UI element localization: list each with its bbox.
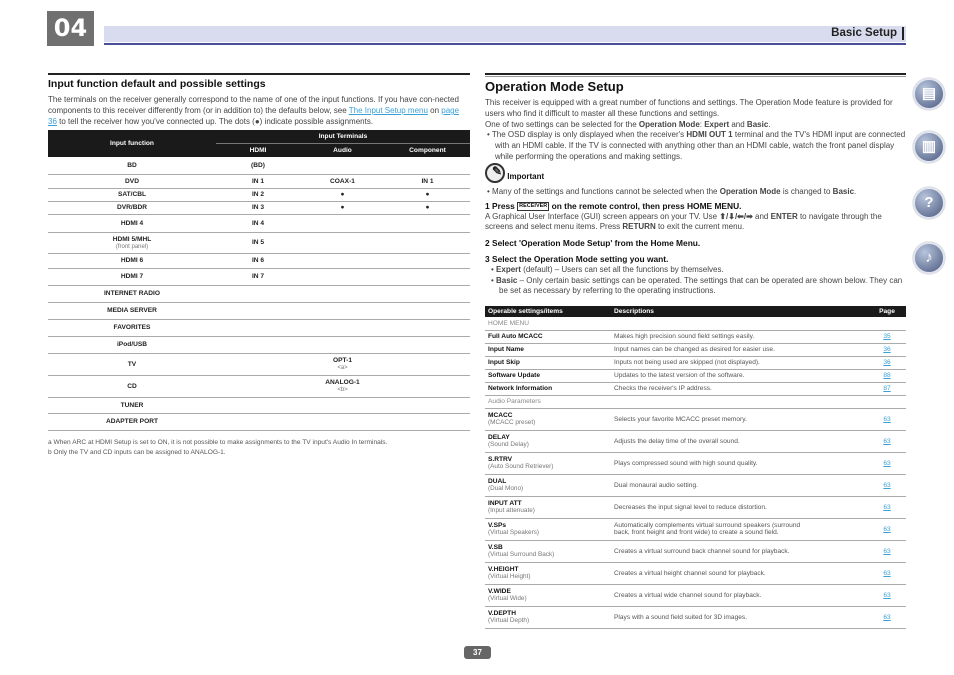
right-title-rule-bottom bbox=[485, 76, 906, 77]
table-row bbox=[485, 518, 906, 540]
page-link[interactable]: 36 bbox=[883, 346, 891, 353]
page-link[interactable]: 63 bbox=[883, 569, 891, 577]
page-link[interactable]: 88 bbox=[883, 372, 891, 379]
remote-icon[interactable]: ▥ bbox=[913, 131, 945, 163]
hdmi-cell bbox=[216, 285, 300, 302]
page-36-link[interactable]: page 36 bbox=[48, 106, 460, 126]
page-link-cell bbox=[868, 408, 906, 430]
input-function-name: TV bbox=[48, 353, 216, 375]
intro-modes: One of two settings can be selected for the Operation Mode: Expert and Basic. bbox=[485, 119, 771, 129]
page-link[interactable]: 63 bbox=[883, 503, 891, 511]
table-row bbox=[48, 397, 470, 413]
hdmi-cell: IN 3 bbox=[216, 201, 300, 214]
hdmi-cell: (BD) bbox=[216, 157, 300, 174]
setting-description: Creates a virtual height channel sound for playback. bbox=[611, 562, 868, 584]
important-icon: ✎ bbox=[485, 163, 505, 183]
operable-settings-table bbox=[485, 306, 906, 629]
page-link-cell bbox=[868, 430, 906, 452]
book-icon[interactable]: ▤ bbox=[913, 78, 945, 110]
page-link-cell bbox=[868, 518, 906, 540]
table-row bbox=[48, 214, 470, 232]
page-link[interactable]: 63 bbox=[883, 459, 891, 467]
page-link-cell bbox=[868, 474, 906, 496]
setting-description: Selects your favorite MCACC preset memory. bbox=[611, 408, 868, 430]
page-link-cell bbox=[868, 343, 906, 356]
component-cell bbox=[385, 214, 470, 232]
component-cell bbox=[385, 353, 470, 375]
hdmi-cell bbox=[216, 336, 300, 353]
table-row bbox=[48, 157, 470, 174]
component-cell bbox=[385, 302, 470, 319]
table-row bbox=[485, 330, 906, 343]
component-cell bbox=[385, 397, 470, 413]
input-function-name: DVR/BDR bbox=[48, 201, 216, 214]
col-audio: Audio bbox=[300, 143, 385, 157]
input-function-name: DVD bbox=[48, 174, 216, 188]
audio-cell bbox=[300, 302, 385, 319]
important-bullet: • Many of the settings and functions cannot be selected when the Operation Mode is changed to Basic. bbox=[487, 187, 857, 196]
setting-name: DUAL (Dual Mono) bbox=[485, 474, 611, 496]
audio-cell: OPT-1 <a> bbox=[300, 353, 385, 375]
input-function-name: INTERNET RADIO bbox=[48, 285, 216, 302]
category-label: HOME MENU bbox=[485, 317, 906, 330]
header-line bbox=[104, 43, 906, 45]
page-link-cell bbox=[868, 496, 906, 518]
table-row bbox=[48, 253, 470, 268]
audio-cell: ANALOG-1 <b> bbox=[300, 375, 385, 397]
audio-cell bbox=[300, 214, 385, 232]
audio-cell bbox=[300, 336, 385, 353]
setting-description: Adjusts the delay time of the overall sound. bbox=[611, 430, 868, 452]
setting-name: Network Information bbox=[485, 382, 611, 395]
hdmi-cell bbox=[216, 302, 300, 319]
setting-description: Checks the receiver's IP address. bbox=[611, 382, 868, 395]
input-function-name: MEDIA SERVER bbox=[48, 302, 216, 319]
page-link[interactable]: 63 bbox=[883, 591, 891, 599]
important-label: Important bbox=[507, 172, 545, 182]
page-link-cell bbox=[868, 356, 906, 369]
footnote-a: a When ARC at HDMI Setup is set to ON, it is not possible to make assignments to the TV input's Audio In terminals. bbox=[48, 439, 388, 446]
input-function-name: HDMI 5/MHL (front panel) bbox=[48, 232, 216, 253]
hdmi-cell bbox=[216, 353, 300, 375]
input-function-table bbox=[48, 130, 470, 431]
page-link[interactable]: 35 bbox=[883, 333, 891, 340]
col-settings: Operable settings/items bbox=[485, 306, 611, 317]
page-number: 37 bbox=[464, 646, 491, 659]
table-row bbox=[485, 496, 906, 518]
setting-description: Automatically complements virtual surround speakers (surround back, front height and front wide) to create a sound field. bbox=[611, 518, 868, 540]
setting-name: V.SPs (Virtual Speakers) bbox=[485, 518, 611, 540]
setting-name: V.SB (Virtual Surround Back) bbox=[485, 540, 611, 562]
page-link[interactable]: 63 bbox=[883, 525, 891, 533]
table-row bbox=[485, 540, 906, 562]
left-intro: The terminals on the receiver generally correspond to the name of one of the input functions. If you have con-nected components to this receiver differently from (or in addition to) the defaults below, see The Input Setup menu on page 36 to tell the receiver how you've connected up. The dots (●) indicate possible assignments. bbox=[48, 95, 460, 126]
setting-description: Decreases the input signal level to reduce distortion. bbox=[611, 496, 868, 518]
table-row bbox=[48, 302, 470, 319]
component-cell bbox=[385, 285, 470, 302]
input-function-name: FAVORITES bbox=[48, 319, 216, 336]
hdmi-cell: IN 6 bbox=[216, 253, 300, 268]
table-row bbox=[48, 268, 470, 285]
page-link[interactable]: 63 bbox=[883, 415, 891, 423]
audio-cell: ● bbox=[300, 188, 385, 201]
component-cell bbox=[385, 268, 470, 285]
footnote-b: b Only the TV and CD inputs can be assigned to ANALOG-1. bbox=[48, 449, 226, 456]
table-row bbox=[48, 174, 470, 188]
setting-description: Dual monaural audio setting. bbox=[611, 474, 868, 496]
component-cell: IN 1 bbox=[385, 174, 470, 188]
table-row bbox=[485, 408, 906, 430]
setting-description: Updates to the latest version of the software. bbox=[611, 369, 868, 382]
page-link-cell bbox=[868, 330, 906, 343]
table-row bbox=[48, 201, 470, 214]
component-cell bbox=[385, 232, 470, 253]
category-row bbox=[485, 395, 906, 408]
input-setup-link[interactable]: The Input Setup menu bbox=[348, 106, 428, 115]
audio-cell bbox=[300, 232, 385, 253]
step-1-description: A Graphical User Interface (GUI) screen appears on your TV. Use ⬆/⬇/⬅/➡ and ENTER to navigate through the screens and select menu items. Press RETURN to exit the current menu. bbox=[485, 211, 882, 232]
right-title-rule-top bbox=[485, 73, 906, 75]
expert-bullet: • Expert (default) – Users can set all the functions by themselves. bbox=[491, 264, 724, 274]
section-title: Basic Setup bbox=[831, 27, 904, 40]
col-component: Component bbox=[385, 143, 470, 157]
table-row bbox=[485, 343, 906, 356]
table-row bbox=[48, 188, 470, 201]
table-row bbox=[48, 285, 470, 302]
step-3: 3 Select the Operation Mode setting you want. bbox=[485, 253, 669, 264]
osd-bullet: • The OSD display is only displayed when the receiver's HDMI OUT 1 terminal and the TV's HDMI input are connected with an HDMI cable. If the TV is connected with anything other than an HDMI cable, watch the front panel display while performing the operations and making settings. bbox=[487, 130, 906, 161]
component-cell: ● bbox=[385, 188, 470, 201]
input-function-name: TUNER bbox=[48, 397, 216, 413]
table-row bbox=[485, 452, 906, 474]
table-row bbox=[485, 584, 906, 606]
input-function-name: SAT/CBL bbox=[48, 188, 216, 201]
audio-cell: ● bbox=[300, 201, 385, 214]
hdmi-cell bbox=[216, 375, 300, 397]
input-function-name: ADAPTER PORT bbox=[48, 413, 216, 430]
input-function-name: iPod/USB bbox=[48, 336, 216, 353]
hdmi-cell bbox=[216, 413, 300, 430]
chapter-number: 04 bbox=[47, 11, 94, 46]
category-label: Audio Parameters bbox=[485, 395, 906, 408]
input-function-name: HDMI 6 bbox=[48, 253, 216, 268]
component-cell bbox=[385, 157, 470, 174]
footnotes bbox=[48, 438, 470, 458]
table-row bbox=[48, 336, 470, 353]
category-row bbox=[485, 317, 906, 330]
setting-description: Input names can be changed as desired for easier use. bbox=[611, 343, 868, 356]
table-row bbox=[48, 232, 470, 253]
audio-cell bbox=[300, 268, 385, 285]
table-row bbox=[48, 319, 470, 336]
input-function-name: CD bbox=[48, 375, 216, 397]
setting-name: V.HEIGHT (Virtual Height) bbox=[485, 562, 611, 584]
col-descriptions: Descriptions bbox=[611, 306, 868, 317]
page-link-cell bbox=[868, 452, 906, 474]
right-title: Operation Mode Setup bbox=[485, 79, 624, 94]
basic-bullet: • Basic – Only certain basic settings can be operated. The settings that can be operated are shown below. They can be set as necessary by referring to the operating instructions. bbox=[491, 275, 903, 296]
setting-name: Full Auto MCACC bbox=[485, 330, 611, 343]
setting-description: Inputs not being used are skipped (not displayed). bbox=[611, 356, 868, 369]
hdmi-cell: IN 2 bbox=[216, 188, 300, 201]
page-link[interactable]: 63 bbox=[883, 613, 891, 621]
component-cell bbox=[385, 375, 470, 397]
col-hdmi: HDMI bbox=[216, 143, 300, 157]
input-function-name: BD bbox=[48, 157, 216, 174]
left-title-rule bbox=[48, 73, 470, 75]
table-row bbox=[485, 474, 906, 496]
component-cell bbox=[385, 336, 470, 353]
table-row bbox=[485, 369, 906, 382]
audio-cell bbox=[300, 397, 385, 413]
setting-name: Software Update bbox=[485, 369, 611, 382]
hdmi-cell bbox=[216, 319, 300, 336]
page-link[interactable]: 87 bbox=[883, 385, 891, 392]
setting-description: Makes high precision sound field settings easily. bbox=[611, 330, 868, 343]
table-row bbox=[48, 353, 470, 375]
col-input-function: Input function bbox=[48, 130, 216, 157]
table-row bbox=[485, 606, 906, 628]
audio-cell bbox=[300, 413, 385, 430]
setting-description: Plays compressed sound with high sound quality. bbox=[611, 452, 868, 474]
col-input-terminals: Input Terminals bbox=[216, 130, 470, 143]
setting-description: Creates a virtual surround back channel sound for playback. bbox=[611, 540, 868, 562]
table-row bbox=[48, 375, 470, 397]
table-row bbox=[485, 356, 906, 369]
hdmi-cell: IN 4 bbox=[216, 214, 300, 232]
component-cell bbox=[385, 413, 470, 430]
page-link[interactable]: 63 bbox=[883, 437, 891, 445]
component-cell: ● bbox=[385, 201, 470, 214]
table-row bbox=[485, 430, 906, 452]
audio-cell bbox=[300, 285, 385, 302]
page-link[interactable]: 36 bbox=[883, 359, 891, 366]
page-link[interactable]: 63 bbox=[883, 547, 891, 555]
audio-cell bbox=[300, 253, 385, 268]
setting-name: V.WIDE (Virtual Wide) bbox=[485, 584, 611, 606]
component-cell bbox=[385, 253, 470, 268]
setting-name: DELAY (Sound Delay) bbox=[485, 430, 611, 452]
page-link-cell bbox=[868, 584, 906, 606]
important-section bbox=[485, 164, 906, 297]
component-cell bbox=[385, 319, 470, 336]
arrow-keys-icon: ⬆/⬇/⬅/➡ bbox=[719, 211, 753, 221]
audio-cell bbox=[300, 157, 385, 174]
audio-cell bbox=[300, 319, 385, 336]
table-row bbox=[485, 382, 906, 395]
hdmi-cell: IN 5 bbox=[216, 232, 300, 253]
step-2: 2 Select 'Operation Mode Setup' from the Home Menu. bbox=[485, 238, 701, 249]
hdmi-cell bbox=[216, 397, 300, 413]
setting-description: Creates a virtual wide channel sound for playback. bbox=[611, 584, 868, 606]
page-link-cell bbox=[868, 369, 906, 382]
input-function-name: HDMI 7 bbox=[48, 268, 216, 285]
right-intro bbox=[485, 98, 906, 163]
setting-name: S.RTRV (Auto Sound Retriever) bbox=[485, 452, 611, 474]
setting-name: V.DEPTH (Virtual Depth) bbox=[485, 606, 611, 628]
setting-name: Input Skip bbox=[485, 356, 611, 369]
setting-description: Plays with a sound field suited for 3D images. bbox=[611, 606, 868, 628]
page-link-cell bbox=[868, 562, 906, 584]
question-icon[interactable]: ? bbox=[913, 187, 945, 219]
step-1: 1 Press RECEIVER on the remote control, then press HOME MENU. bbox=[485, 200, 742, 211]
page-link-cell bbox=[868, 540, 906, 562]
intro-paragraph: This receiver is equipped with a great number of functions and settings. The Operation Mode feature is provided for users who find it difficult to master all these functions and settings. bbox=[485, 98, 893, 118]
hdmi-cell: IN 7 bbox=[216, 268, 300, 285]
audio-cell: COAX-1 bbox=[300, 174, 385, 188]
page-link[interactable]: 63 bbox=[883, 481, 891, 489]
header-bar bbox=[104, 26, 906, 42]
left-title: Input function default and possible settings bbox=[48, 78, 266, 90]
table-row bbox=[485, 562, 906, 584]
setting-name: MCACC (MCACC preset) bbox=[485, 408, 611, 430]
col-page: Page bbox=[868, 306, 906, 317]
hdmi-cell: IN 1 bbox=[216, 174, 300, 188]
setting-name: INPUT ATT (Input attenuate) bbox=[485, 496, 611, 518]
receiver-button-icon: RECEIVER bbox=[519, 203, 548, 210]
page-link-cell bbox=[868, 382, 906, 395]
table-row bbox=[48, 413, 470, 430]
input-function-name: HDMI 4 bbox=[48, 214, 216, 232]
speaker-icon[interactable]: ♪ bbox=[913, 242, 945, 274]
page-link-cell bbox=[868, 606, 906, 628]
setting-name: Input Name bbox=[485, 343, 611, 356]
